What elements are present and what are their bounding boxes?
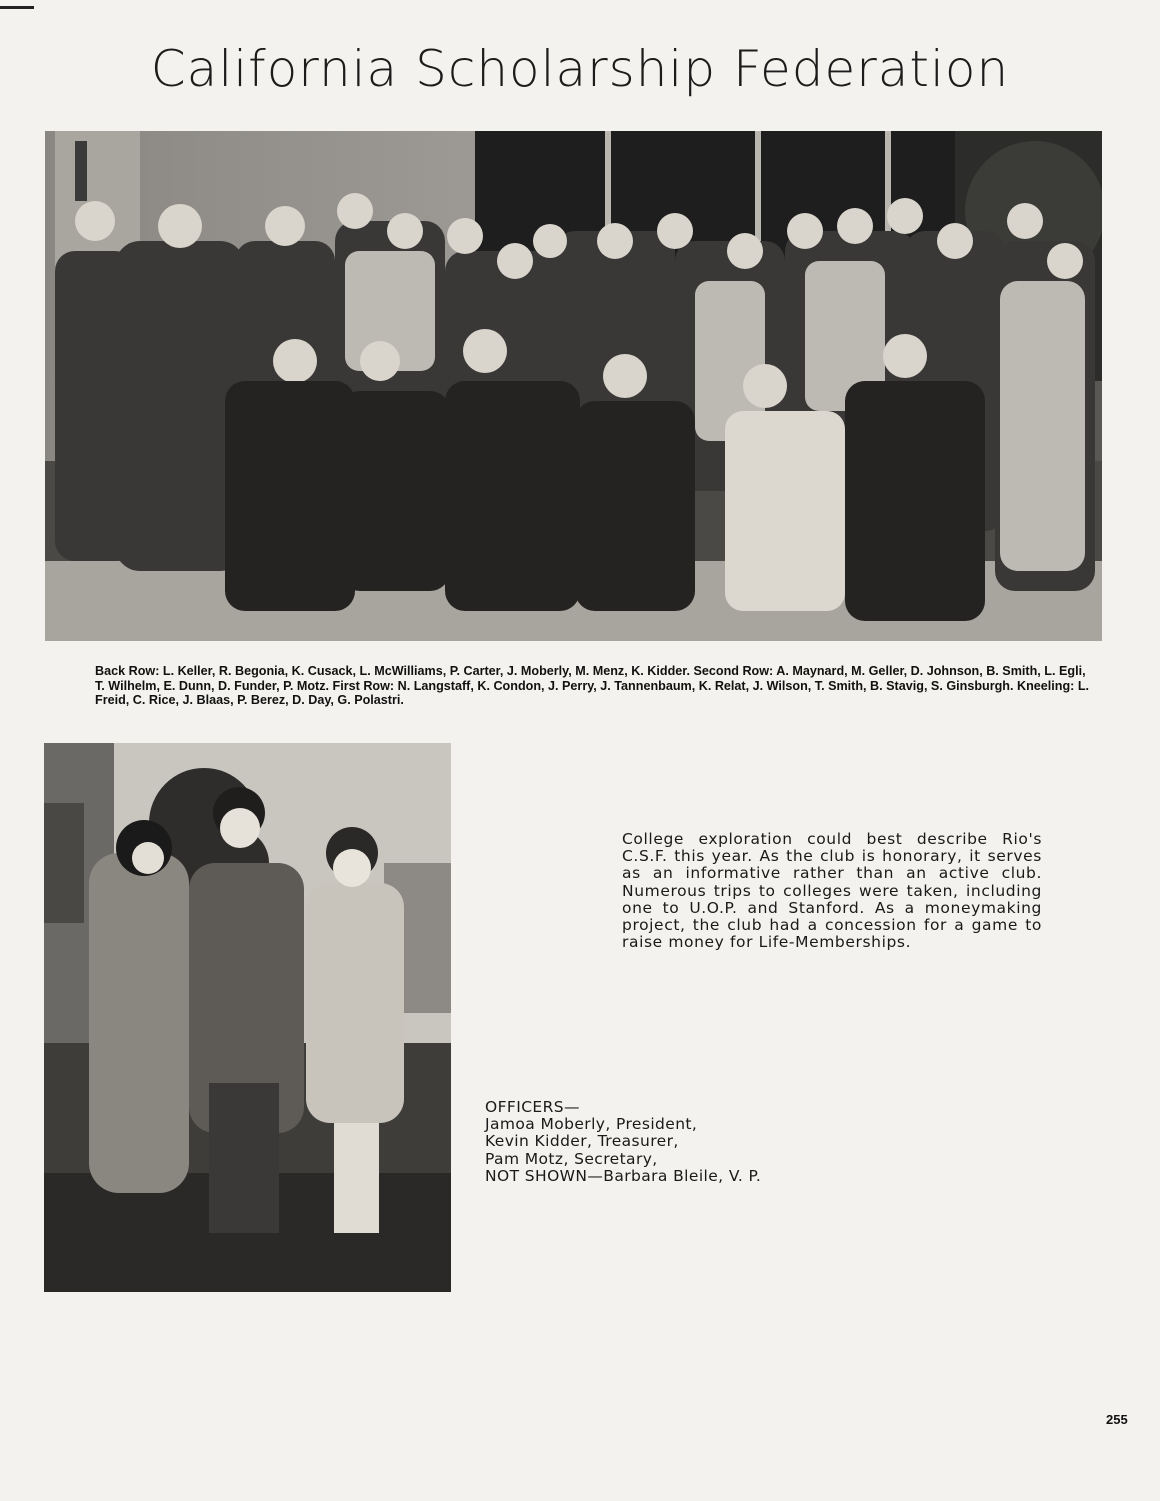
officer-line: Kevin Kidder, Treasurer,	[485, 1132, 679, 1151]
group-photo	[45, 131, 1102, 641]
officer-line: Jamoa Moberly, President,	[485, 1115, 698, 1134]
page-title: California Scholarship Federation	[150, 40, 1010, 98]
officers-photo	[44, 743, 451, 1292]
officer-line: Pam Motz, Secretary,	[485, 1149, 658, 1168]
officers-photo-image	[44, 743, 451, 1292]
page-number: 255	[1106, 1412, 1128, 1427]
officers-heading: OFFICERS—	[485, 1098, 580, 1116]
group-photo-image	[45, 131, 1102, 641]
page-edge-mark	[0, 6, 34, 9]
club-description: College exploration could best describe Rio's C.S.F. this year. As the club is honorary, it serves as an informative rather than an active club. Numerous trips to colleges were taken, including one to U.O.P. and Stanford. As a moneymaking project, the club had a concession for a game to raise money for Life-Memberships.	[622, 830, 1042, 952]
officers-list	[485, 1099, 865, 1185]
group-photo-caption: Back Row: L. Keller, R. Begonia, K. Cusack, L. McWilliams, P. Carter, J. Moberly, M. Menz, K. Kidder. Second Row: A. Maynard, M. Geller, D. Johnson, B. Smith, L. Egli, T. Wilhelm, E. Dunn, D. Funder, P. Motz. First Row: N. Langstaff, K. Condon, J. Perry, J. Tannenbaum, K. Relat, J. Wilson, T. Smith, B. Stavig, S. Ginsburgh. Kneeling: L. Freid, C. Rice, J. Blaas, P. Berez, D. Day, G. Polastri.	[95, 664, 1090, 708]
officer-line: NOT SHOWN—Barbara Bleile, V. P.	[485, 1166, 762, 1185]
